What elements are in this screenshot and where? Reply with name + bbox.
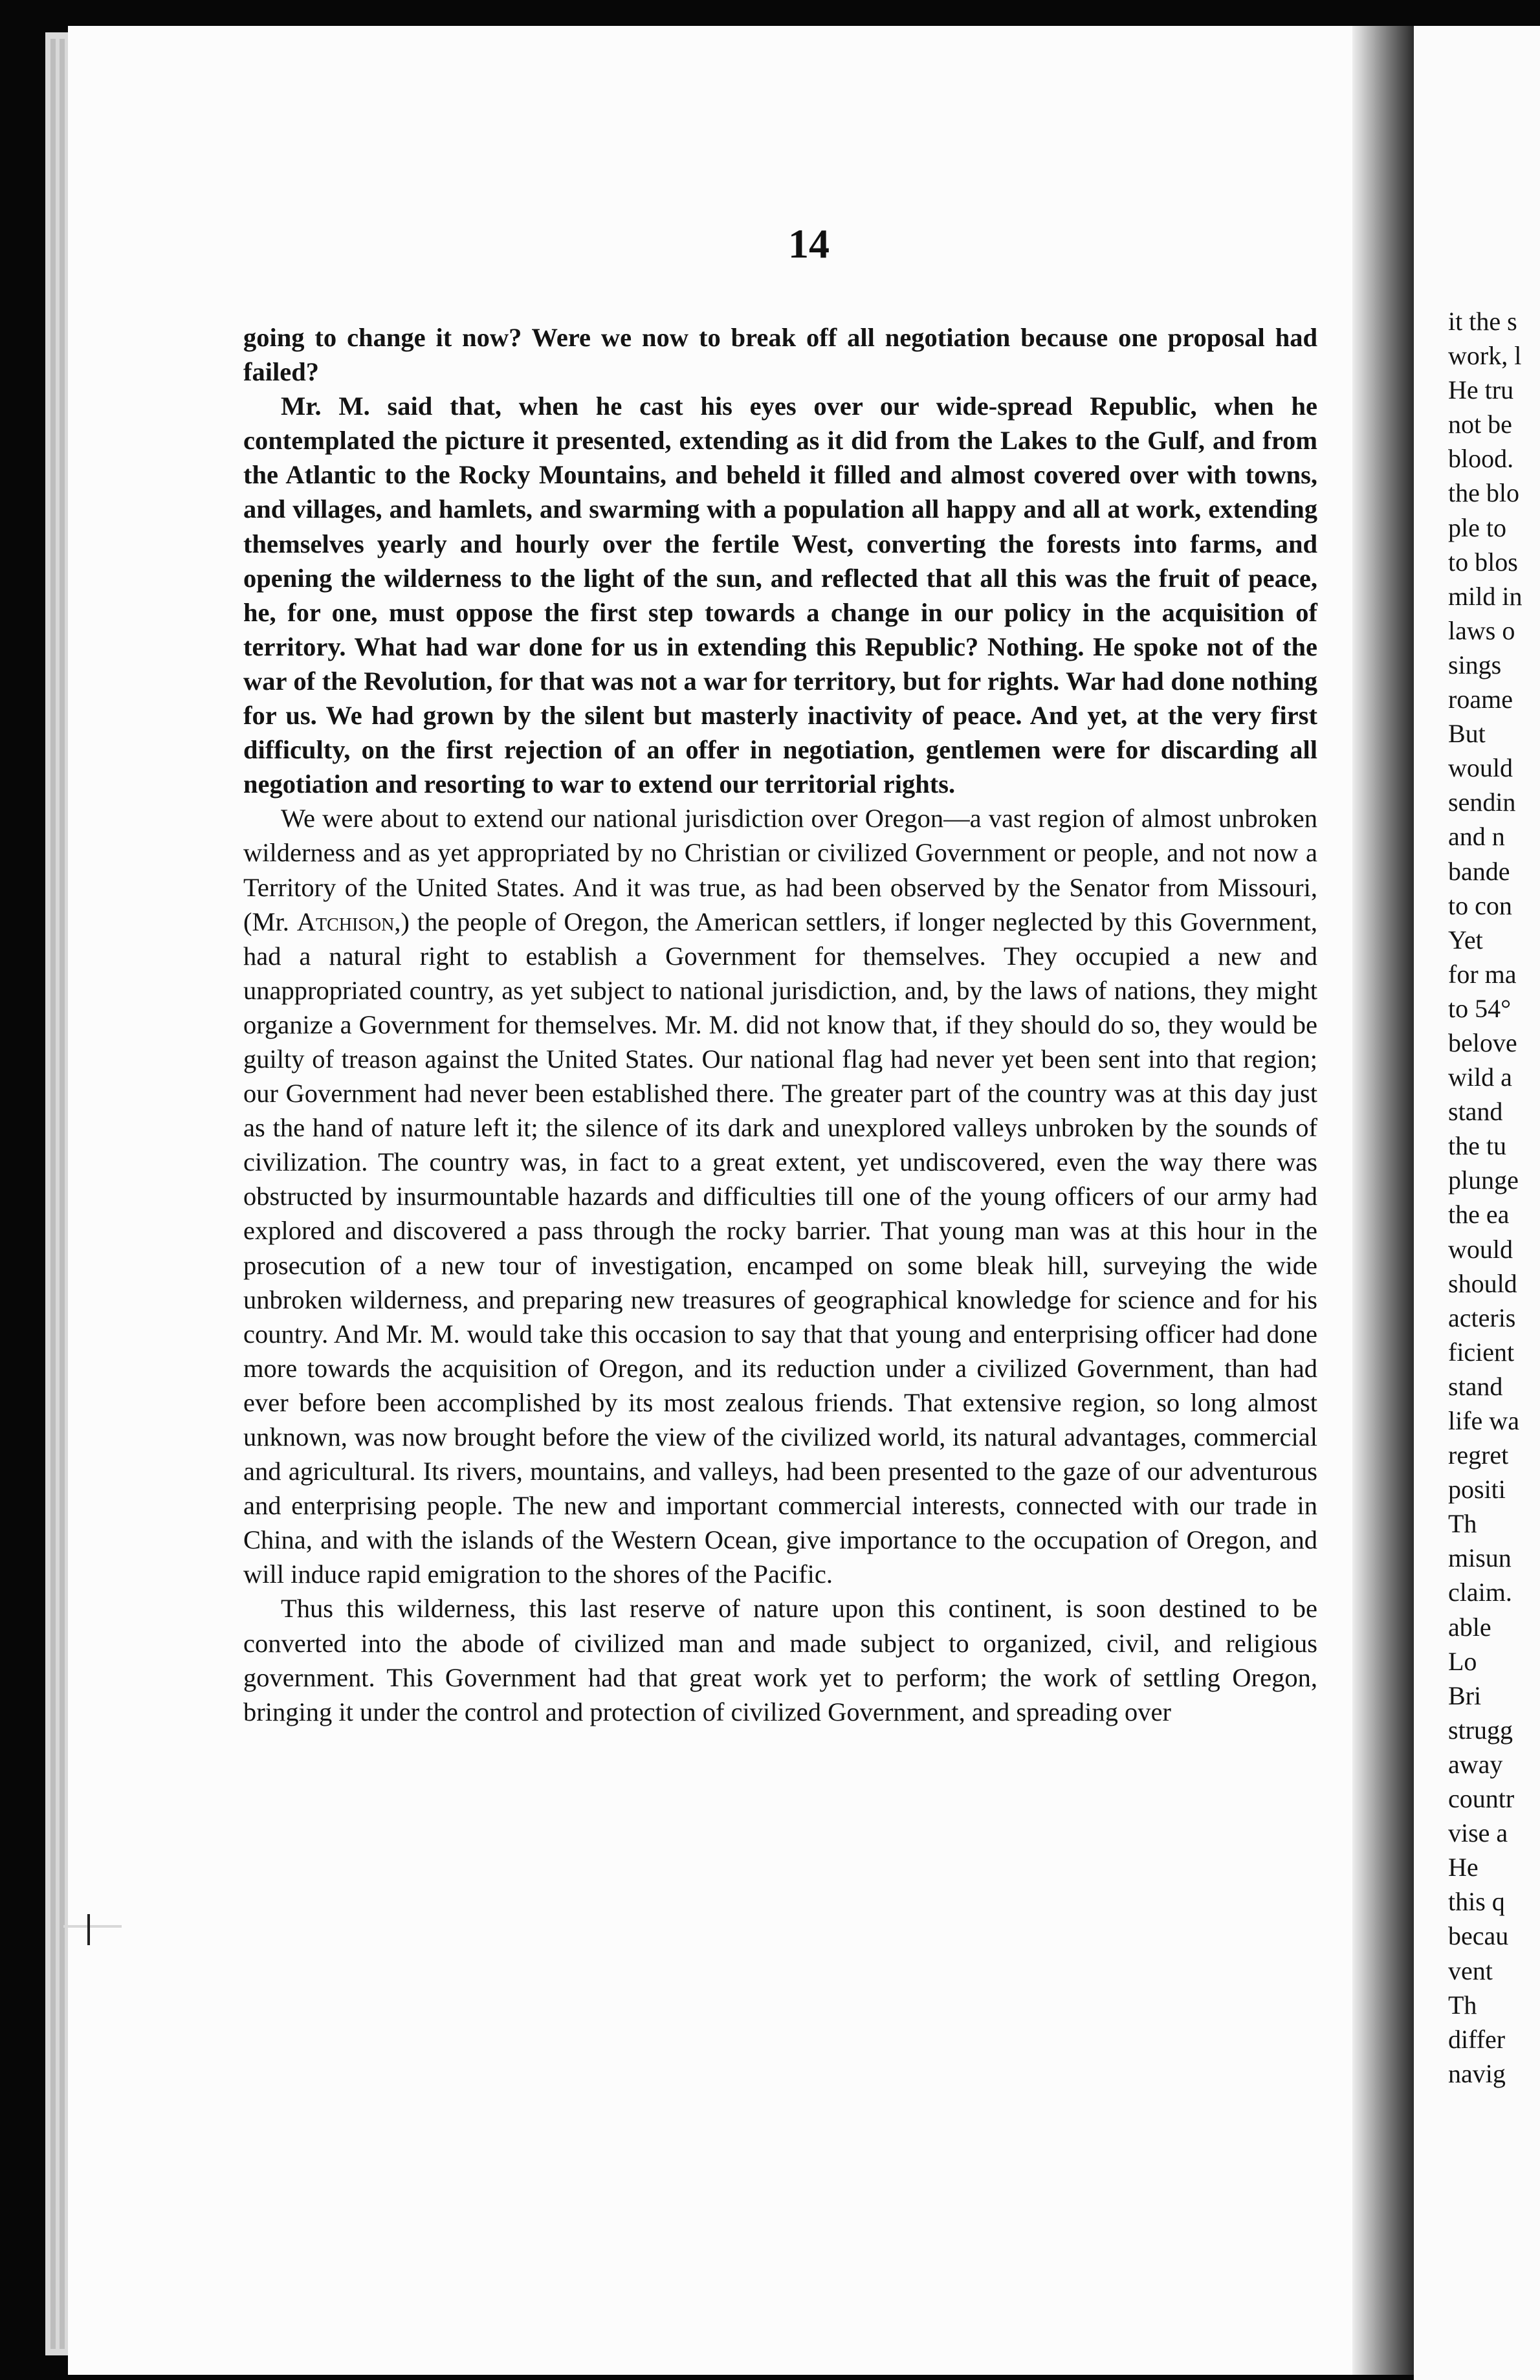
paragraph [243,801,1317,1591]
facing-line: He tru [1448,375,1514,405]
margin-mark [63,1925,122,1928]
facing-line: and n [1448,822,1505,852]
paragraph [243,389,1317,801]
facing-line: vise a [1448,1818,1508,1848]
senator-name: Atchison [296,907,395,936]
facing-line: ple to [1448,512,1506,542]
facing-line: for ma [1448,959,1517,989]
facing-line: able [1448,1612,1491,1642]
facing-line: becau [1448,1921,1509,1951]
facing-line: claim. [1448,1578,1512,1607]
page-number: 14 [788,221,830,267]
facing-line: Yet [1448,925,1483,954]
facing-line: away [1448,1749,1503,1779]
facing-line: navig [1448,2058,1506,2088]
facing-line: Th [1448,1509,1477,1539]
facing-line: should [1448,1268,1517,1298]
facing-line: blood. [1448,444,1514,474]
facing-line: wild a [1448,1063,1512,1092]
facing-page-text [1448,304,1540,2091]
facing-line: not be [1448,410,1512,439]
facing-line: regret [1448,1440,1509,1470]
facing-line: He [1448,1853,1479,1882]
facing-line: differ [1448,2024,1506,2054]
facing-line: countr [1448,1784,1515,1814]
facing-line: plunge [1448,1165,1519,1195]
facing-line: mild in [1448,581,1523,611]
paragraph: going to change it now? Were we now to break off all negotiation because one proposal had failed? [243,323,1317,387]
facing-line: But [1448,719,1486,749]
margin-mark [87,1914,90,1945]
facing-line: the blo [1448,478,1519,508]
facing-line: vent [1448,1956,1493,1985]
speaker-lead: Mr. M. [281,391,370,421]
facing-line: sendin [1448,788,1516,817]
paragraph-text: We were about to extend our national jurisdiction over Oregon—a vast region of almost unbroken wilderness and as yet appropriated by no Christian or civilized Government or people, and not now a Territory of the United States. And it was true, as had been observed by the Senator from Missouri, (Mr. [243,804,1317,936]
facing-line: to con [1448,890,1512,920]
facing-line: ficient [1448,1337,1515,1367]
paragraph: Thus this wilderness, this last reserve of nature upon this continent, is soon destined to be converted into the abode of civilized man and made subject to organized, civil, and religious government. This Government had that great work yet to perform; the work of settling Oregon, bringing it under the control and protection of civilized Government, and spreading over [243,1594,1317,1726]
facing-line: the ea [1448,1200,1510,1229]
facing-line: stand [1448,1371,1503,1401]
facing-line: the tu [1448,1131,1506,1161]
facing-line: it the s [1448,307,1517,336]
facing-line: would [1448,1234,1513,1264]
page-edge [50,39,56,2349]
paragraph-text: ,) the people of Oregon, the American settlers, if longer neglected by this Government, had a natural right to establish a Government for themselves. They occupied a new and unappropriated country, as yet subject to national jurisdiction, and, by the laws of nations, they might organize a Government for themselves. Mr. M. did not know that, if they should do so, they would be guilty of treason against the United States. Our national flag had never yet been sent into that region; our Government had never been established there. The greater part of the country was at this day just as the hand of nature left it; the silence of its dark and unexplored valleys unbroken by the sounds of civilization. The country was, in fact to a great extent, yet undiscovered, even the way there was obstructed by insurmountable hazards and difficulties till one of the young officers of our army had explored and discovered a pass through the rocky barrier. That young man was at this hour in the prosecution of a new tour of investigation, encamped on some bleak hill, surveying the wide unbroken wilderness, and preparing new treasures of geographical knowledge for science and for his country. And Mr. M. would take this occasion to say that that young and enterprising officer had done more towards the acquisition of Oregon, and its reduction under a civilized Government, than had ever before been accomplished by its most zealous friends. That extensive region, so long almost unknown, was now brought before the view of the civilized world, its natural advantages, commercial and agricultural. Its rivers, mountains, and valleys, had been presented to the gaze of our adventurous and enterprising people. The new and important commercial interests, connected with our trade in China, and with the islands of the Western Ocean, give importance to the occupation of Oregon, and will induce rapid emigration to the shores of the Pacific. [243,907,1318,1589]
body-text [243,320,1317,1729]
facing-line: bande [1448,856,1510,886]
facing-line: would [1448,753,1513,783]
facing-line: work, l [1448,341,1522,371]
facing-line: stand [1448,1097,1503,1127]
facing-line: acteris [1448,1303,1516,1332]
facing-line: misun [1448,1543,1512,1573]
facing-line: Bri [1448,1680,1482,1710]
facing-line: Th [1448,1990,1477,2020]
facing-line: sings [1448,650,1502,679]
facing-line: strugg [1448,1715,1513,1745]
facing-line: this q [1448,1887,1505,1917]
facing-line: positi [1448,1475,1506,1504]
paragraph-text: said that, when he cast his eyes over our wide-spread Republic, when he contemplated the picture it presented, extending as it did from the Lakes to the Gulf, and from the Atlantic to the Rocky Mountains, and beheld it filled and almost covered over with towns, and villages, and hamlets, and swarming with a population all happy and all at work, extending themselves yearly and hourly over the fertile West, converting the forests into farms, and opening the wilderness to the light of the sun, and reflected that all this was the fruit of peace, he, for one, must oppose the first step towards a change in our policy in the acquisition of territory. What had war done for us in extending this Republic? Nothing. He spoke not of the war of the Revolution, for that was not a war for territory, but for rights. War had done nothing for us. We had grown by the silent but masterly inactivity of peace. And yet, at the very first difficulty, on the first rejection of an offer in negotiation, gentlemen were for discarding all negotiation and resorting to war to extend our territorial rights. [243,391,1317,799]
facing-line: roame [1448,685,1513,714]
facing-line: to blos [1448,547,1518,577]
facing-line: to 54° [1448,993,1512,1023]
facing-line: belove [1448,1028,1517,1057]
facing-line: Lo [1448,1646,1477,1676]
book-gutter [1352,26,1414,2375]
page-edge [60,39,65,2349]
facing-line: laws o [1448,615,1515,645]
facing-line: life wa [1448,1406,1519,1435]
